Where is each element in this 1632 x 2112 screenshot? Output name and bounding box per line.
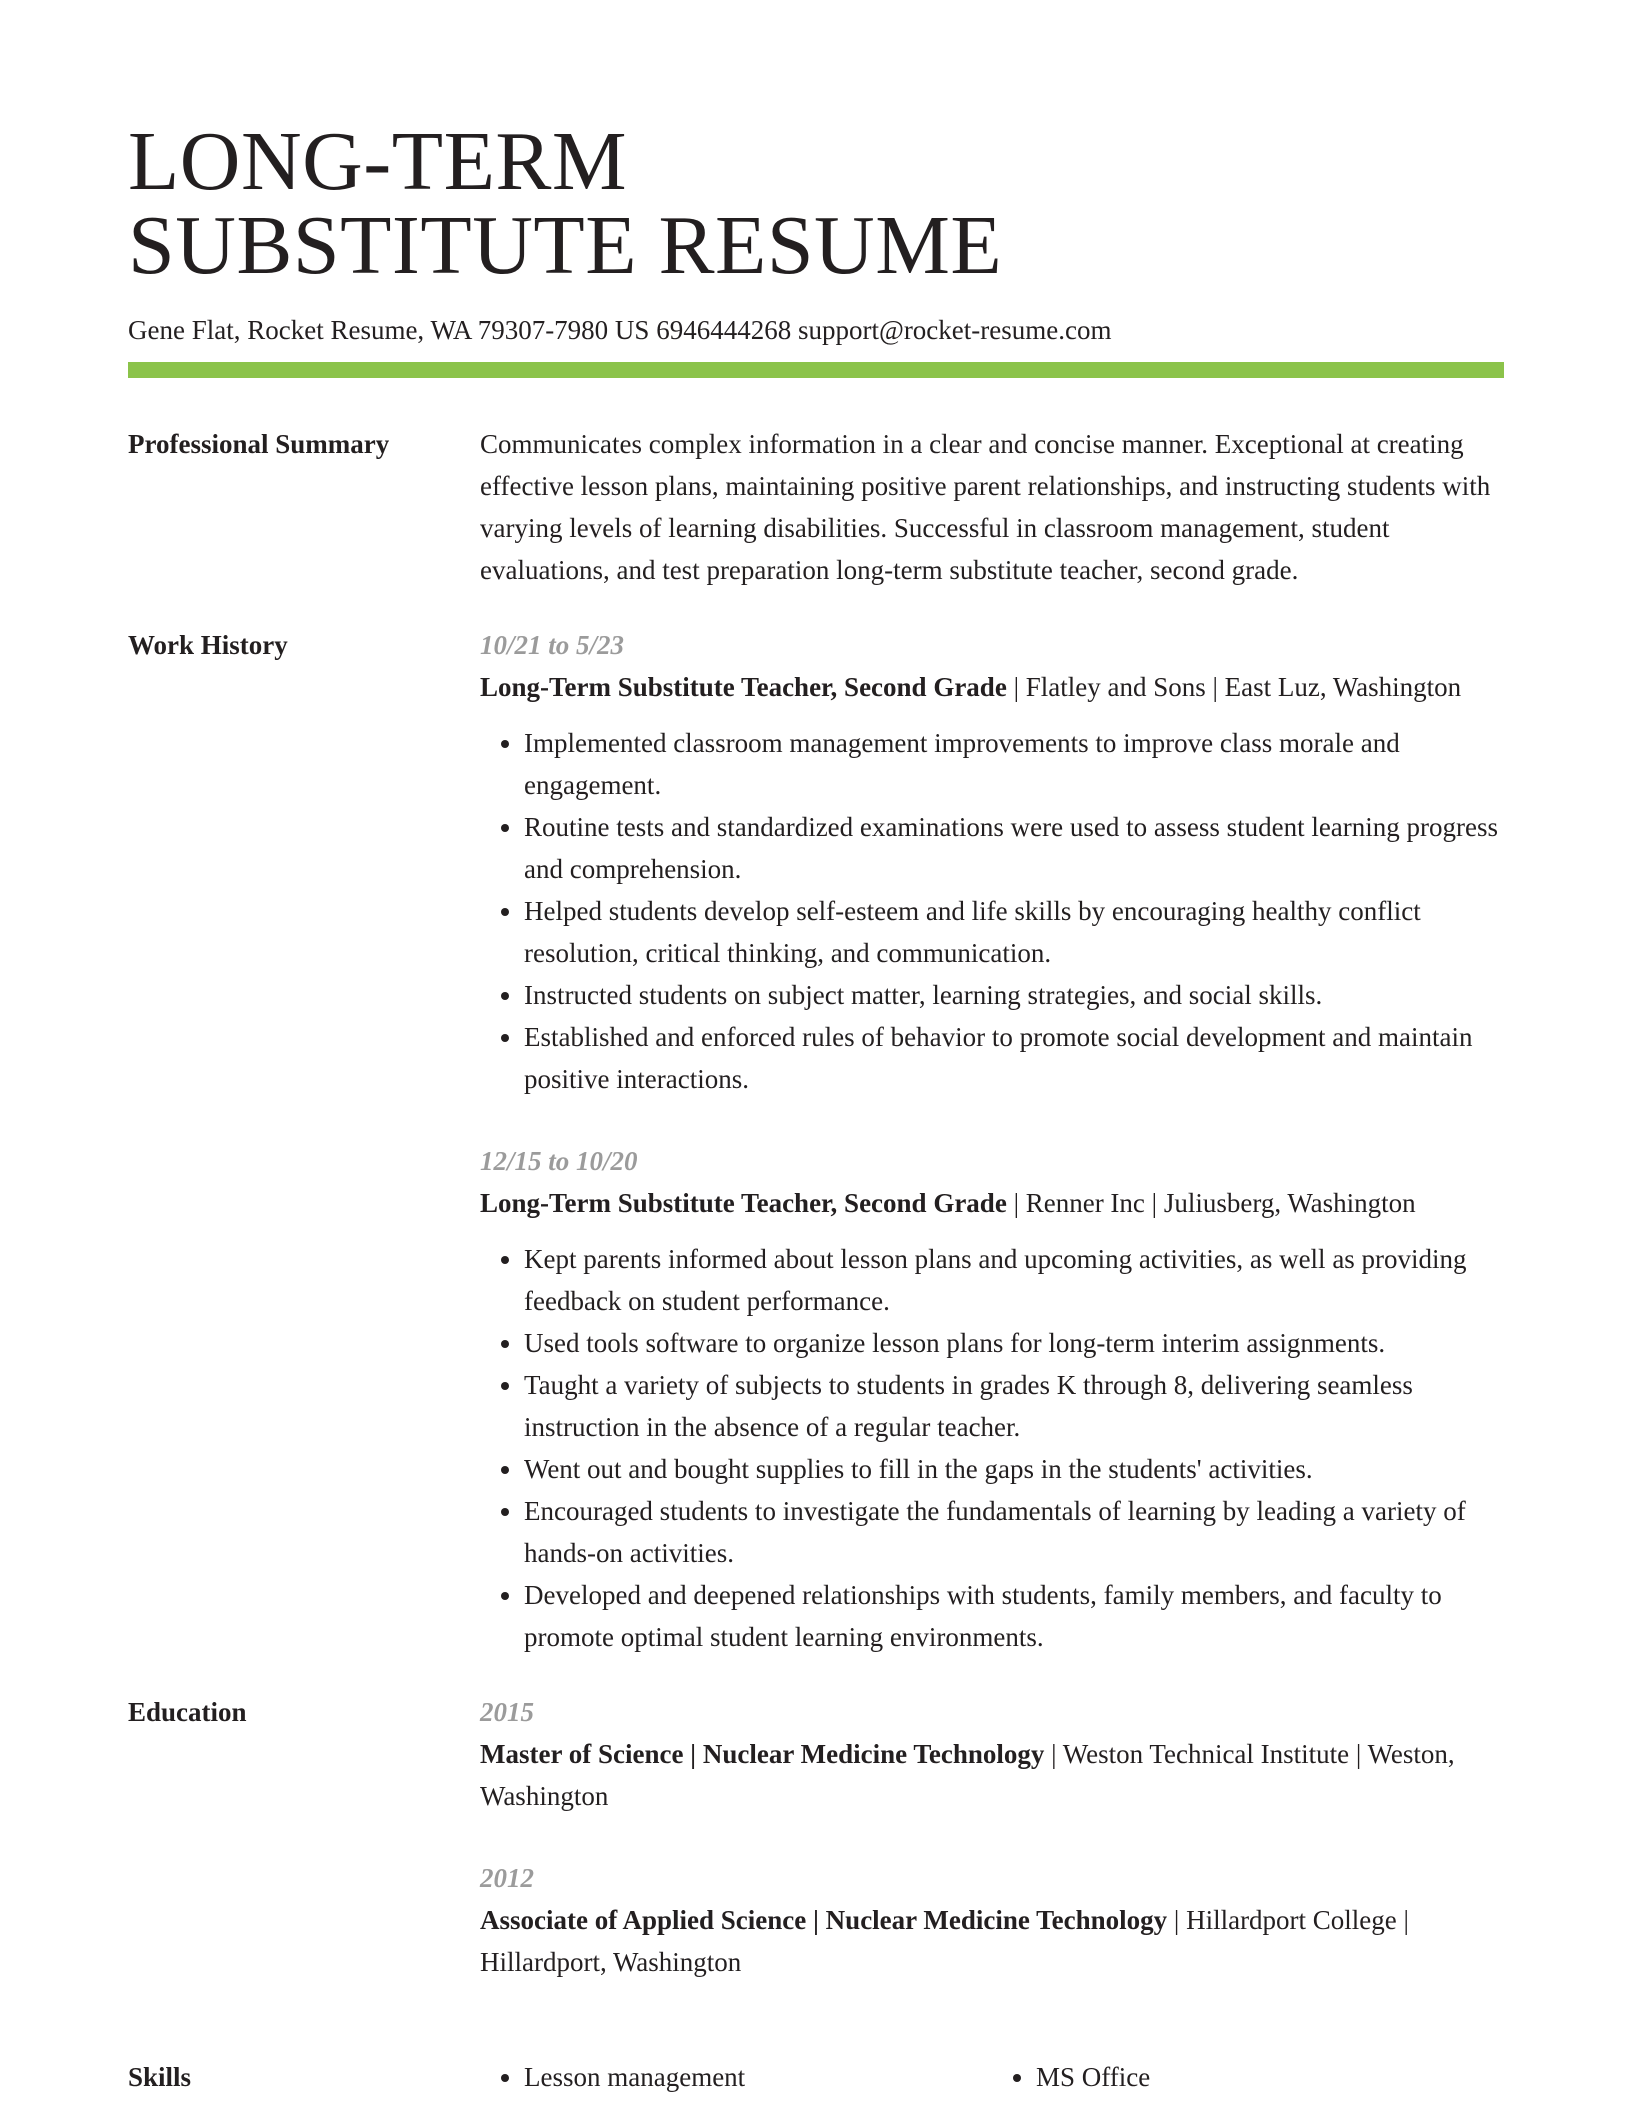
title-line-1: LONG-TERM (128, 115, 628, 208)
title-line-2: SUBSTITUTE RESUME (128, 199, 1003, 292)
job-bullets (480, 722, 1504, 1100)
skill-item: • MS Office (1036, 2056, 1504, 2098)
resume-page (128, 115, 1504, 2098)
job-heading (480, 666, 1504, 708)
job-bullet: • Went out and bought supplies to fill in the gaps in the students' activities. (524, 1448, 1504, 1490)
section-label-skills: Skills (128, 2062, 192, 2092)
education-entry (480, 1691, 1504, 1817)
skill-item: • Lesson management (524, 2056, 992, 2098)
job-bullet: • Developed and deepened relationships with students, family members, and faculty to promote optimal student learning environments. (524, 1574, 1504, 1658)
education-details: | Hillardport College | Hillardport, Washington (480, 1905, 1409, 1977)
job-bullet: • Used tools software to organize lesson plans for long-term interim assignments. (524, 1322, 1504, 1364)
education-heading (480, 1733, 1504, 1817)
job-entry (480, 624, 1504, 1100)
education-body (480, 1691, 1504, 1983)
accent-divider (128, 362, 1504, 378)
section-label-education: Education (128, 1697, 247, 1727)
education-year: 2012 (480, 1863, 534, 1893)
job-bullets (480, 1238, 1504, 1658)
job-bullet: • Taught a variety of subjects to students in grades K through 8, delivering seamless instruction in the absence of a regular teacher. (524, 1364, 1504, 1448)
job-details: | Flatley and Sons | East Luz, Washington (1006, 672, 1462, 702)
work-history-body (480, 624, 1504, 1658)
job-heading (480, 1182, 1504, 1224)
job-title: Long-Term Substitute Teacher, Second Grade (480, 672, 1007, 702)
skills-section (128, 2023, 1504, 2098)
job-bullet: • Encouraged students to investigate the fundamentals of learning by leading a variety of hands-on activities. (524, 1490, 1504, 1574)
job-title: Long-Term Substitute Teacher, Second Grade (480, 1188, 1007, 1218)
skills-list (480, 2056, 1504, 2098)
education-details: | Weston Technical Institute | Weston, Washington (480, 1739, 1455, 1811)
section-label-work: Work History (128, 630, 288, 660)
job-details: | Renner Inc | Juliusberg, Washington (1006, 1188, 1416, 1218)
section-label-summary: Professional Summary (128, 429, 390, 459)
job-entry (480, 1140, 1504, 1658)
contact-line: Gene Flat, Rocket Resume, WA 79307-7980 US 6946444268 support@rocket-resume.com (128, 315, 1112, 345)
skills-column (992, 2056, 1504, 2098)
resume-title (128, 115, 1504, 292)
job-bullet: • Implemented classroom management improvements to improve class morale and engagement. (524, 722, 1504, 806)
job-bullet: • Established and enforced rules of behavior to promote social development and maintain positive interactions. (524, 1016, 1504, 1100)
education-degree: Associate of Applied Science | Nuclear Medicine Technology (480, 1905, 1168, 1935)
job-bullet: • Helped students develop self-esteem and life skills by encouraging healthy conflict resolution, critical thinking, and communication. (524, 890, 1504, 974)
job-bullet: • Kept parents informed about lesson plans and upcoming activities, as well as providing feedback on student performance. (524, 1238, 1504, 1322)
skills-body (480, 2056, 1504, 2098)
education-degree: Master of Science | Nuclear Medicine Technology (480, 1739, 1045, 1769)
job-bullet: • Routine tests and standardized examinations were used to assess student learning progress and comprehension. (524, 806, 1504, 890)
work-history-section (128, 591, 1504, 1658)
skills-column (480, 2056, 992, 2098)
education-year: 2015 (480, 1697, 534, 1727)
summary-text: Communicates complex information in a clear and concise manner. Exceptional at creating effective lesson plans, maintaining positive parent relationships, and instructing students with varying levels of learning disabilities. Successful in classroom management, student evaluations, and test preparation long-term substitute teacher, second grade. (480, 429, 1491, 585)
professional-summary-section (128, 378, 1504, 591)
education-section (128, 1658, 1504, 1983)
job-bullet: • Instructed students on subject matter, learning strategies, and social skills. (524, 974, 1504, 1016)
job-dates: 10/21 to 5/23 (480, 630, 625, 660)
education-heading (480, 1899, 1504, 1983)
education-entry (480, 1857, 1504, 1983)
job-dates: 12/15 to 10/20 (480, 1146, 638, 1176)
